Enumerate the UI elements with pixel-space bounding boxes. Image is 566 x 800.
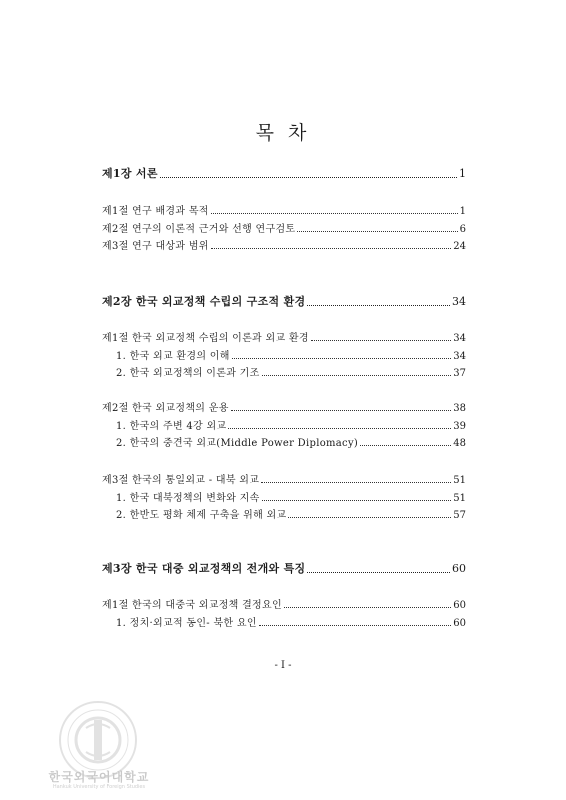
toc-entry-sub[interactable] (116, 489, 466, 504)
toc-entry-text: 제1절 한국의 대중국 외교정책 결정요인 (102, 600, 282, 611)
toc-entry-sub[interactable] (116, 614, 466, 629)
toc-entry-page: 51 (453, 493, 466, 504)
leader-dots (360, 444, 451, 446)
toc-entry-page: 60 (453, 618, 466, 629)
toc-entry-text: 1. 한국 외교 환경의 이해 (116, 351, 230, 362)
leader-dots (262, 374, 452, 376)
toc-entry-text: 제3절 연구 대상과 범위 (102, 241, 209, 252)
leader-dots (228, 427, 451, 429)
toc-entry-page: 1 (459, 167, 466, 180)
toc-entry-chapter-1[interactable] (102, 165, 466, 181)
toc-entry-page: 24 (453, 241, 466, 252)
toc-entry-page: 1 (459, 206, 466, 217)
toc-entry-section[interactable] (102, 202, 466, 217)
toc-entry-sub[interactable] (116, 347, 466, 362)
toc-entry-text: 2. 한국의 중견국 외교(Middle Power Diplomacy) (116, 438, 359, 449)
leader-dots (307, 571, 450, 573)
toc-entry-section[interactable] (102, 399, 466, 414)
toc-entry-text: 제2절 한국 외교정책의 운용 (102, 403, 229, 414)
toc-entry-page: 60 (453, 600, 466, 611)
page-title: 목 차 (255, 122, 311, 144)
toc-entry-page: 34 (452, 295, 466, 308)
toc-entry-section[interactable] (102, 220, 466, 235)
toc-entry-page: 38 (453, 403, 466, 414)
toc-entry-text: 제3장 한국 대중 외교정책의 전개와 특징 (102, 562, 306, 575)
leader-dots (297, 230, 457, 232)
page-number: - I - (274, 660, 292, 671)
toc-entry-text: 제1절 연구 배경과 목적 (102, 206, 209, 217)
toc-entry-page: 57 (453, 510, 466, 521)
toc-entry-text: 2. 한반도 평화 체제 구축을 위해 외교 (116, 510, 287, 521)
toc-entry-section[interactable] (102, 329, 466, 344)
toc-entry-chapter-3[interactable] (102, 560, 466, 576)
toc-entry-sub[interactable] (116, 364, 466, 379)
toc-entry-sub[interactable] (116, 417, 466, 432)
toc-entry-text: 제1절 한국 외교정책 수립의 이론과 외교 환경 (102, 333, 309, 344)
leader-dots (307, 304, 450, 306)
leader-dots (259, 624, 451, 626)
toc-entry-text: 1. 정치·외교적 동인- 북한 요인 (116, 618, 257, 629)
leader-dots (231, 409, 452, 411)
leader-dots (261, 481, 451, 483)
leader-dots (232, 357, 452, 359)
toc-entry-text: 2. 한국 외교정책의 이론과 기조 (116, 368, 260, 379)
toc-entry-section[interactable] (102, 237, 466, 252)
leader-dots (311, 339, 451, 341)
toc-entry-text: 1. 한국의 주변 4강 외교 (116, 421, 227, 432)
watermark-name: 한국외국어대학교 (48, 770, 150, 784)
toc-entry-page: 51 (453, 475, 466, 486)
toc-entry-section[interactable] (102, 596, 466, 611)
leader-dots (211, 247, 452, 249)
toc-entry-text: 제1장 서론 (102, 167, 158, 180)
toc-entry-page: 39 (453, 421, 466, 432)
toc-entry-section[interactable] (102, 471, 466, 486)
toc-entry-page: 48 (453, 438, 466, 449)
leader-dots (160, 176, 457, 178)
toc-entry-page: 6 (459, 224, 466, 235)
toc-entry-text: 제2장 한국 외교정책 수립의 구조적 환경 (102, 295, 306, 308)
toc-entry-chapter-2[interactable] (102, 293, 466, 309)
leader-dots (262, 499, 452, 501)
leader-dots (284, 606, 451, 608)
toc-entry-text: 1. 한국 대북정책의 변화와 지속 (116, 493, 260, 504)
toc-entry-page: 34 (453, 333, 466, 344)
toc-entry-page: 37 (453, 368, 466, 379)
toc-entry-page: 34 (453, 351, 466, 362)
toc-entry-page: 60 (452, 562, 466, 575)
toc-entry-sub[interactable] (116, 434, 466, 449)
leader-dots (288, 516, 451, 518)
toc-entry-sub[interactable] (116, 506, 466, 521)
watermark-subtitle: Hankuk University of Foreign Studies (52, 784, 146, 790)
toc-entry-text: 제2절 연구의 이론적 근거와 선행 연구검토 (102, 224, 296, 235)
leader-dots (211, 212, 458, 214)
toc-entry-text: 제3절 한국의 통일외교 - 대북 외교 (102, 475, 260, 486)
